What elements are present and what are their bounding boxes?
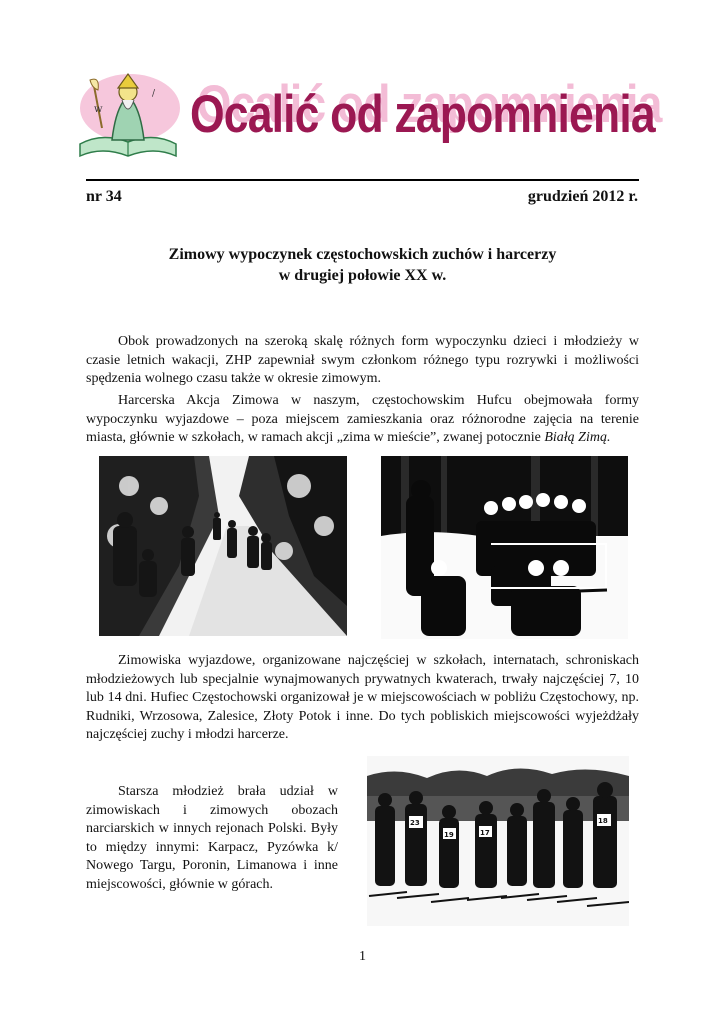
paragraph-winter-action-italic: Białą Zimą. [544,430,611,445]
article-title-line-2: w drugiej połowie XX w. [278,267,447,284]
photo-forest-walk [99,456,347,636]
paragraph-older-youth [86,783,338,894]
page-number: 1 [359,949,366,964]
skier-bib-b: 19 [444,831,454,839]
paragraph-intro [86,333,639,389]
paragraph-winter-camps [86,652,639,745]
paragraph-winter-camps-text: Zimowiska wyjazdowe, organizowane najczęściej w szkołach, internatach, schroniskach młodzieżowych lub specjalnie wynajmowanych prywatnych kwaterach, trwały najczęściej 7, 10 lub 14 dni. Hufiec Częstochowski organizował je w miejscowościach w pobliżu Częstochowy, np. Rudniki, Wrzosowa, Zalesice, Złoty Potok i inne. Do tych pobliskich miejscowości wyjeżdżały najczęściej zuchy i młodzi harcerze. [86,653,639,742]
photo-skiers [367,756,629,926]
paragraph-winter-action-text: Harcerska Akcja Zimowa w naszym, częstochowskim Hufcu obejmowała formy wypoczynku wyjazdowe – poza miejscem zamieszkania oraz różnorodne zajęcia na terenie miasta, głównie w szkołach, w ramach akcji „zima w mieście”, zwanej potocznie [86,393,639,445]
article-title [86,244,639,286]
publication-logo [72,66,184,164]
svg-text:w: w [94,104,103,115]
header-divider [86,179,639,181]
paragraph-older-youth-text: Starsza młodzież brała udział w zimowiskach i zimowych obozach narciarskich w innych rejonach Polski. Były to między innymi: Karpacz, Pyzówka k/ Nowego Targu, Poronin, Limanowa i inne miejscowości, głównie w górach. [86,784,338,892]
photo-sledges [381,456,628,639]
masthead-title: Ocalić od zapomnienia [190,85,655,144]
issue-date: grudzień 2012 r. [527,188,638,205]
skier-bib-a: 23 [410,819,420,827]
paragraph-winter-action [86,392,639,448]
skier-bib-c: 17 [480,829,490,837]
svg-text:/: / [152,89,156,99]
paragraph-intro-text: Obok prowadzonych na szeroką skalę różnych form wypoczynku dzieci i młodzieży w czasie letnich wakacji, ZHP zapewniał swym członkom różnego typu rozrywki i możliwości spędzenia wolnego czasu także w okresie zimowym. [86,334,639,386]
article-title-line-1: Zimowy wypoczynek częstochowskich zuchów i harcerzy [168,246,557,263]
issue-number: nr 34 [86,188,122,205]
skier-bib-d: 18 [598,817,608,825]
